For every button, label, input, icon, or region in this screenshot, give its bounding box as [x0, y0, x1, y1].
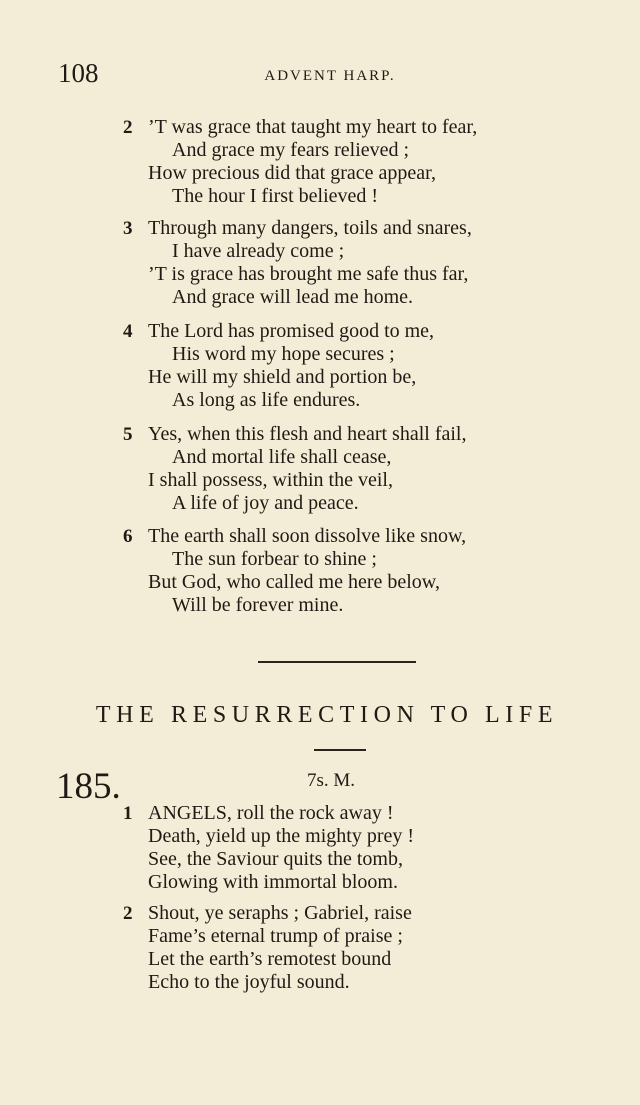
verse-line: And grace my fears relieved ;	[172, 139, 410, 161]
stanza-number: 3	[123, 218, 133, 239]
verse-line: As long as life endures.	[172, 389, 361, 411]
section-divider	[258, 661, 416, 663]
hymn-stanza-2	[0, 902, 640, 994]
verse-line: But God, who called me here below,	[148, 571, 440, 593]
verse-line: ’T was grace that taught my heart to fear,	[148, 116, 478, 138]
verse-line: Glowing with immortal bloom.	[148, 871, 398, 893]
verse-line: He will my shield and portion be,	[148, 366, 417, 388]
verse-line: And grace will lead me home.	[172, 286, 414, 308]
stanza-number: 2	[123, 903, 133, 924]
verse-line: And mortal life shall cease,	[172, 446, 392, 468]
section-title: THE RESURRECTION TO LIFE	[95, 702, 559, 728]
verse-line: The hour I first believed !	[172, 185, 379, 207]
verse-line: Let the earth’s remotest bound	[148, 948, 392, 970]
verse-line: ANGELS, roll the rock away !	[148, 802, 394, 824]
verse-line: Fame’s eternal trump of praise ;	[148, 925, 403, 947]
stanza-number: 2	[123, 117, 133, 138]
stanza-number: 4	[123, 321, 133, 342]
verse-line: His word my hope secures ;	[172, 343, 395, 365]
page-number: 108	[58, 58, 99, 88]
title-divider	[314, 749, 366, 751]
verse-line: How precious did that grace appear,	[148, 162, 436, 184]
hymn-stanza-1	[0, 802, 640, 894]
verse-line: Death, yield up the mighty prey !	[148, 825, 415, 847]
stanza-4	[0, 320, 640, 412]
verse-line: The Lord has promised good to me,	[148, 320, 435, 342]
hymn-meter: 7s. M.	[307, 770, 356, 791]
verse-line: Through many dangers, toils and snares,	[148, 217, 472, 239]
verse-line: Yes, when this flesh and heart shall fail,	[148, 423, 467, 445]
verse-line: Echo to the joyful sound.	[148, 971, 350, 993]
verse-line: The earth shall soon dissolve like snow,	[148, 525, 467, 547]
verse-line: Will be forever mine.	[172, 594, 344, 616]
verse-line: See, the Saviour quits the tomb,	[148, 848, 403, 870]
verse-line: A life of joy and peace.	[172, 492, 359, 514]
stanza-number: 6	[123, 526, 133, 547]
verse-line: Shout, ye seraphs ; Gabriel, raise	[148, 902, 412, 924]
verse-line: I shall possess, within the veil,	[148, 469, 393, 491]
stanza-number: 1	[123, 803, 133, 824]
stanza-number: 5	[123, 424, 133, 445]
stanza-6	[0, 525, 640, 617]
verse-line: I have already come ;	[172, 240, 345, 262]
stanza-3	[0, 217, 640, 309]
verse-line: The sun forbear to shine ;	[172, 548, 377, 570]
stanza-2	[0, 116, 640, 208]
hymn-number: 185.	[56, 766, 121, 807]
running-head: ADVENT HARP.	[264, 68, 396, 84]
stanza-5	[0, 423, 640, 515]
verse-line: ’T is grace has brought me safe thus far,	[148, 263, 469, 285]
